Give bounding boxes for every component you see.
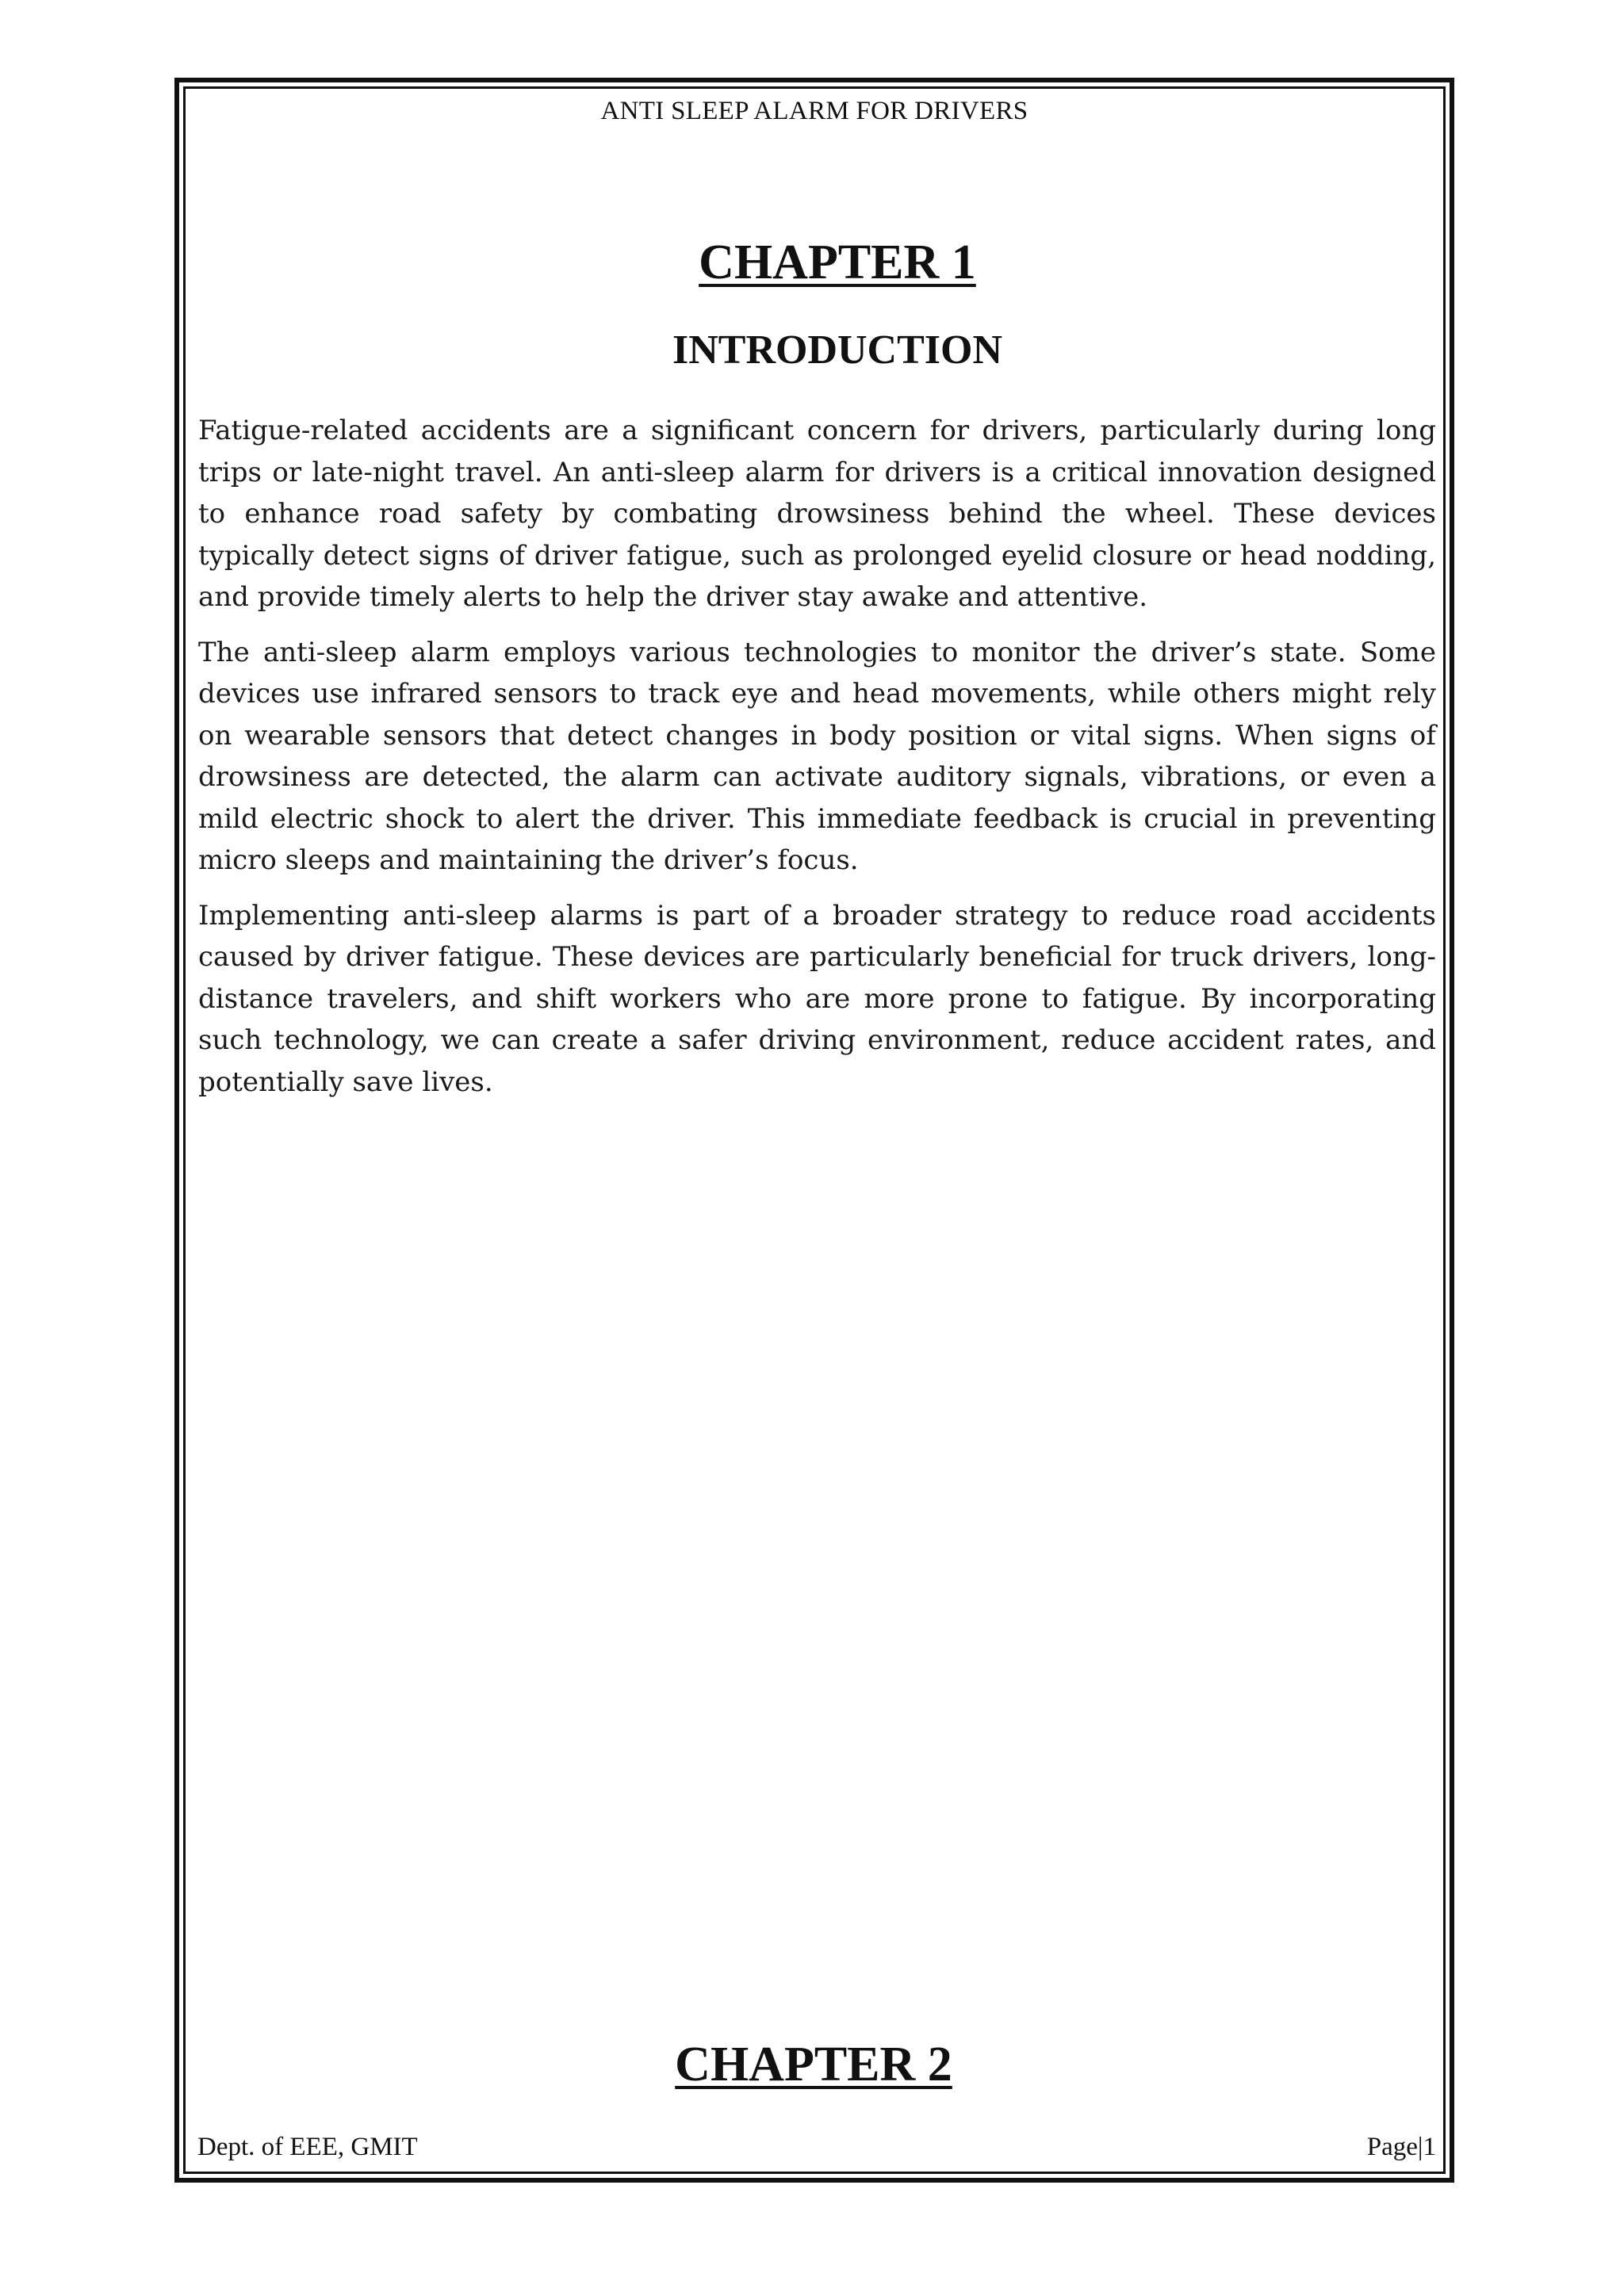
chapter-2-title: CHAPTER 2: [675, 2038, 952, 2091]
running-header: ANTI SLEEP ALARM FOR DRIVERS: [600, 97, 1028, 125]
introduction-body: [198, 410, 1436, 1116]
section-title-introduction: INTRODUCTION: [672, 327, 1003, 373]
footer-page-number: Page|1: [1366, 2133, 1436, 2161]
paragraph: The anti-sleep alarm employs various technologies to monitor the driver’s state. Some devices use infrared sensors to track eye and head movements, while others might rely on wearable sensors that detect changes in body position or vital signs. When signs of drowsiness are detected, the alarm can activate auditory signals, vibrations, or even a mild electric shock to alert the driver. This immediate feedback is crucial in preventing micro sleeps and maintaining the driver’s focus.: [198, 636, 1436, 876]
paragraph: Fatigue-related accidents are a significant concern for drivers, particularly during long trips or late-night travel. An anti-sleep alarm for drivers is a critical innovation designed to enhance road safety by combating drowsiness behind the wheel. These devices typically detect signs of driver fatigue, such as prolonged eyelid closure or head nodding, and provide timely alerts to help the driver stay awake and attentive.: [198, 415, 1436, 613]
paragraph: Implementing anti-sleep alarms is part of a broader strategy to reduce road accidents caused by driver fatigue. These devices are particularly beneficial for truck drivers, long-distance travelers, and shift workers who are more prone to fatigue. By incorporating such technology, we can create a safer driving environment, reduce accident rates, and potentially save lives.: [198, 899, 1436, 1098]
page-border-inner: [183, 86, 1446, 2174]
chapter-1-title: CHAPTER 1: [699, 235, 976, 289]
footer-department: Dept. of EEE, GMIT: [197, 2133, 418, 2161]
